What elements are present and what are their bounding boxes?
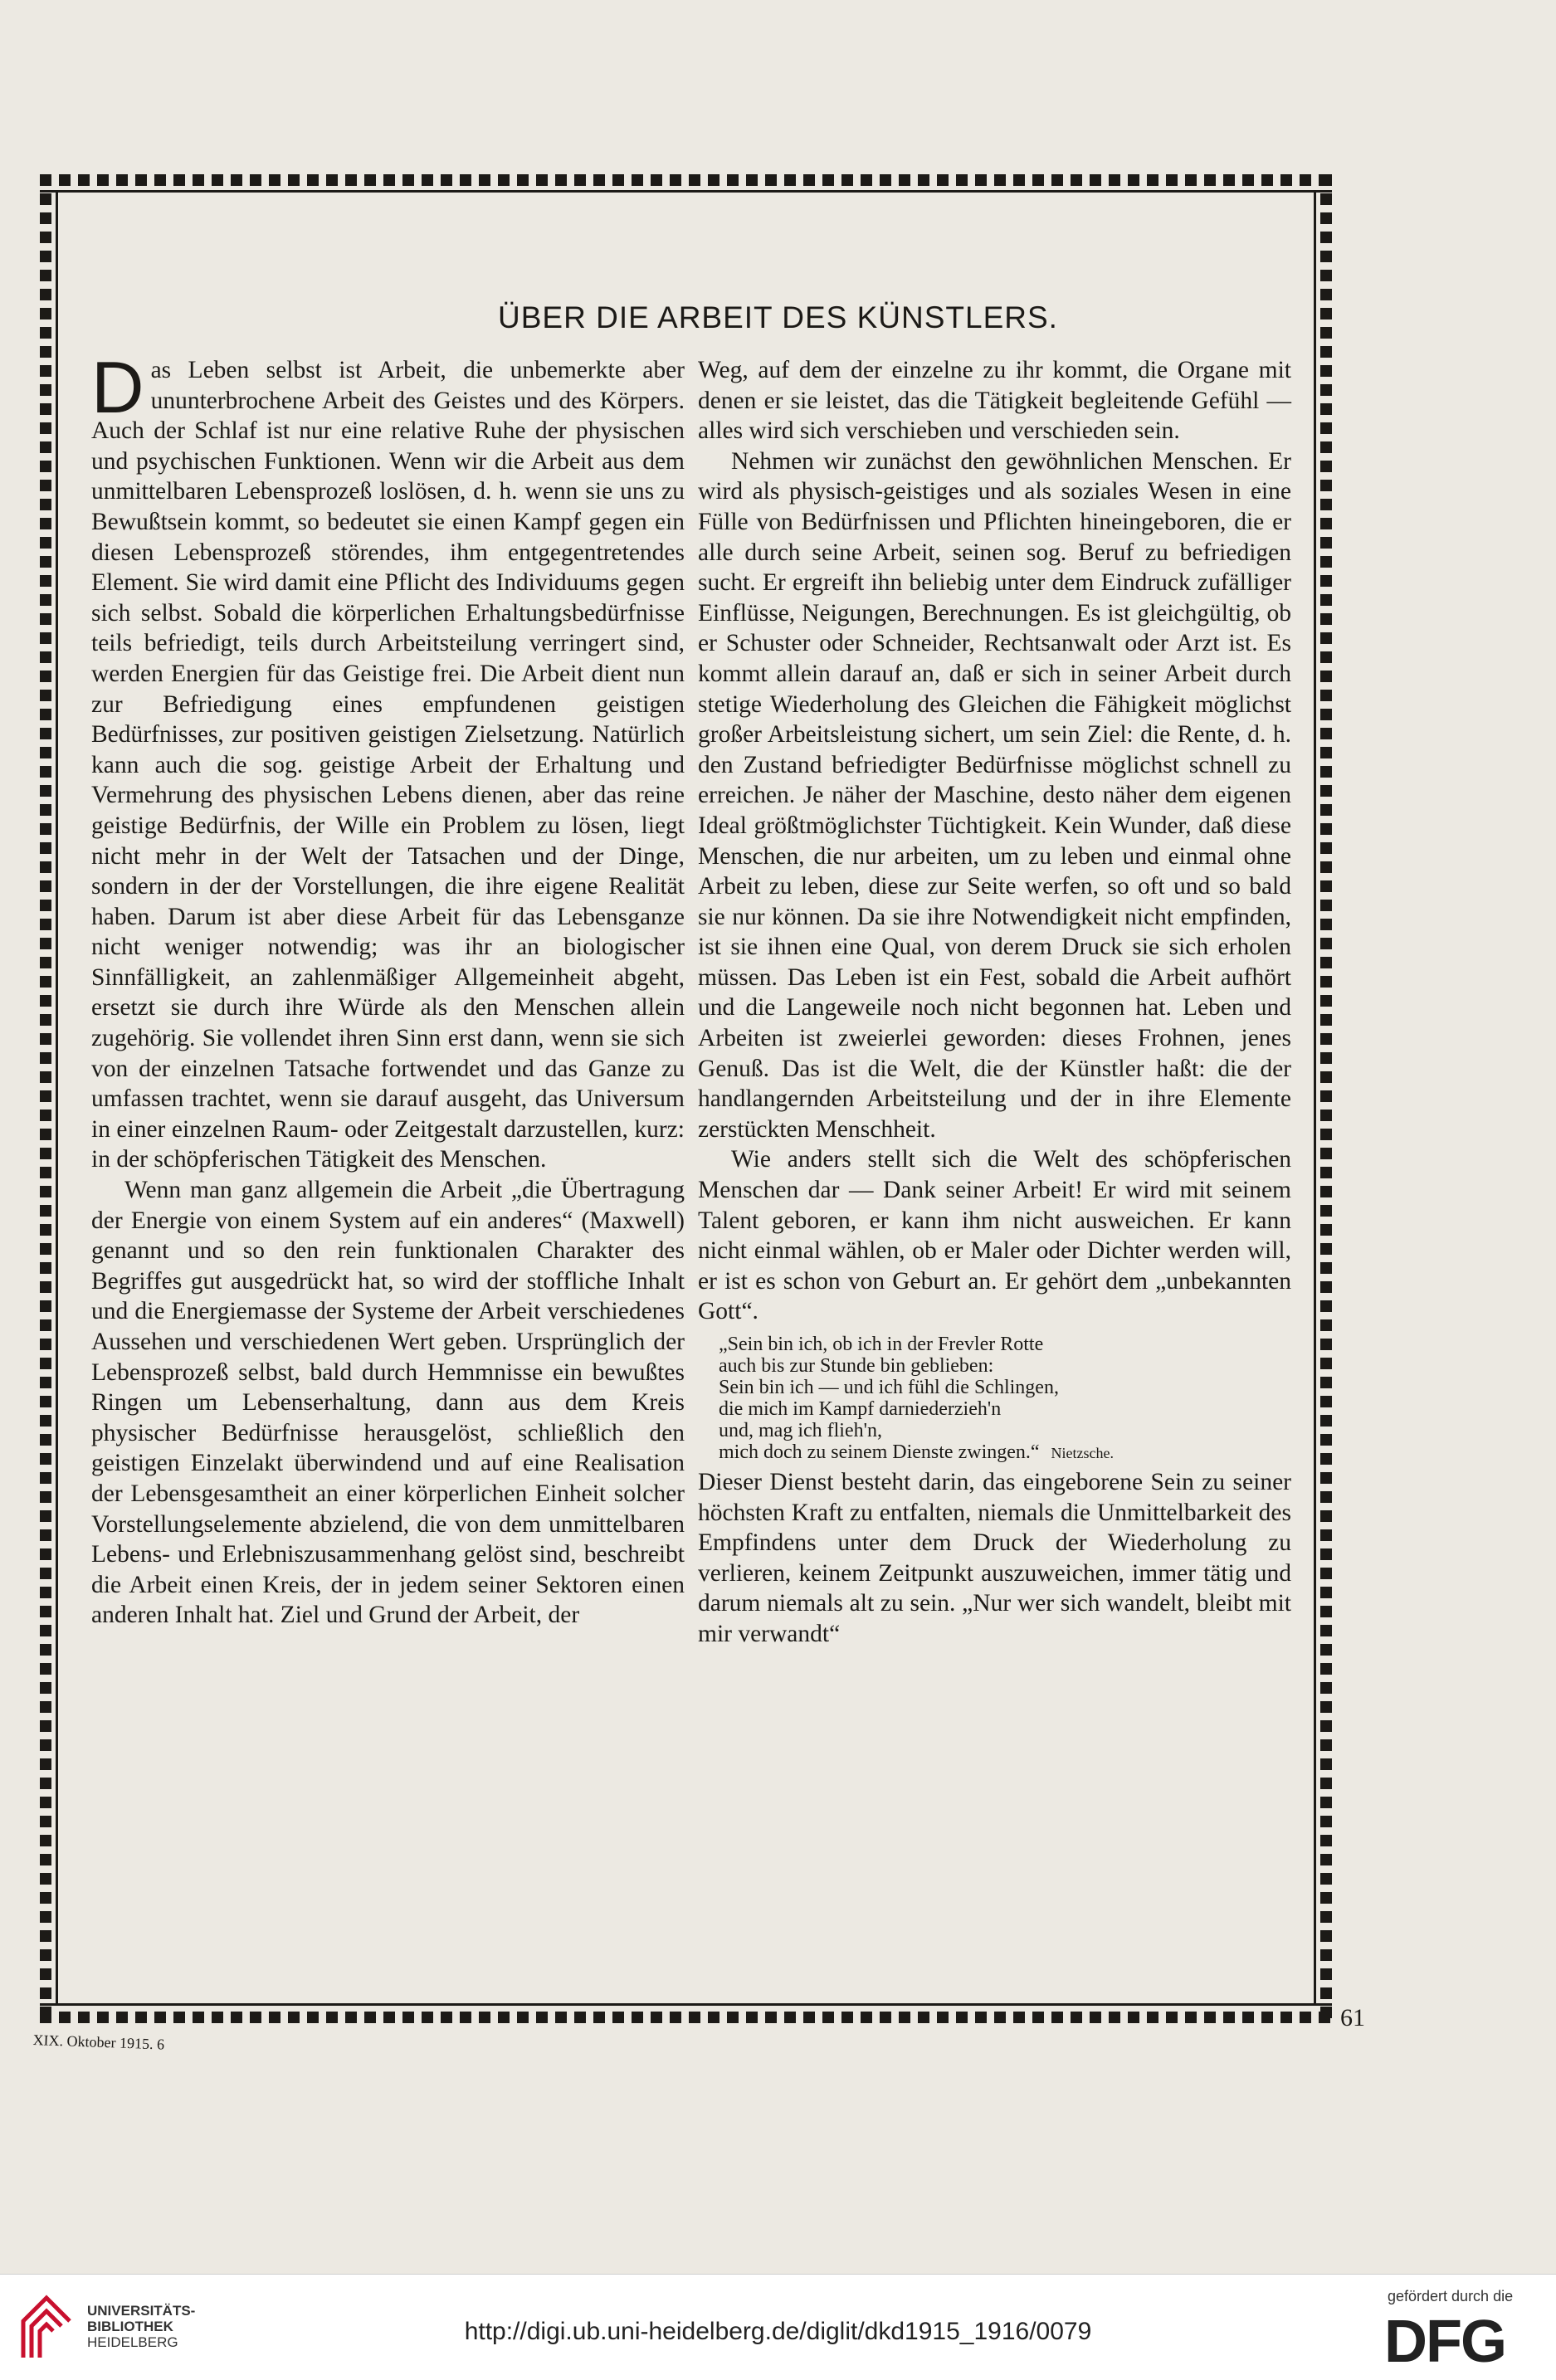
frame-left-border [40,174,51,2023]
poem-attribution: Nietzsche. [1051,1445,1115,1461]
frame-top-rule [40,190,1332,193]
right-column [698,355,1291,1650]
poem-quote [719,1334,1291,1464]
frame-bottom-border [40,2012,1332,2023]
frame-left-rule [56,190,58,2006]
poem-line: die mich im Kampf darniederzieh'n [719,1398,1002,1420]
left-column [91,346,685,1631]
viewer-footer [0,2274,1556,2380]
poem-line [719,1441,1291,1464]
article-title: ÜBER DIE ARBEIT DES KÜNSTLERS. [498,300,1058,334]
paragraph: Wenn man ganz allgemein die Arbeit „die Übertragung der Energie von einem System auf ein anderes“ (Maxwell) genannt und so den rein funktionalen Charakter des Begriffes gut ausgedrückt hat, so wird der stoffliche Inhalt und die Energiemasse der Systeme der Arbeit verschiedenes Aussehen und verschiedenen Wert geben. Ursprünglich der Lebensprozeß selbst, bald durch Hemmnisse ein bewußtes Ringen um Lebenserhaltung, dann aus dem Kreis physischer Bedürfnisse herausgelöst, schließlich den geistigen Einzelakt überwindend und auf eine Realisation der Lebensgesamtheit an einer körperlichen Einheit solcher Vorstellungselemente abzielend, die von dem unmittelbaren Lebens- und Erlebniszusammenhang gelöst sind, beschreibt die Arbeit einen Kreis, der in jedem seiner Sektoren einen anderen Inhalt hat. Ziel und Grund der Arbeit, der [91,1177,685,1629]
poem-line: Sein bin ich — und ich fühl die Schlingen, [719,1377,1059,1398]
paragraph: Dieser Dienst besteht darin, das eingeborene Sein zu seiner höchsten Kraft zu entfalten, niemals die Unmittelbarkeit des Empfindens unter dem Druck der Wiederholung zu verlieren, keinem Zeitpunkt auszuweichen, immer tätig und darum niemals alt zu sein. „Nur wer sich wandelt, bleibt mit mir verwandt“ [698,1469,1291,1647]
poem-line: auch bis zur Stunde bin geblieben: [719,1355,994,1377]
permalink-url[interactable]: http://digi.ub.uni-heidelberg.de/diglit/dkd1915_1916/0079 [464,2318,1092,2345]
library-name-line: HEIDELBERG [87,2334,178,2350]
page-number: 61 [1340,2004,1365,2031]
paragraph: Weg, auf dem der einzelne zu ihr kommt, die Organe mit denen er sie leistet, das die Tätigkeit begleitende Gefühl — alles wird sich verschieben und verschieden sein. [698,357,1291,445]
library-name-line: UNIVERSITÄTS- [87,2303,196,2319]
drop-cap: D [91,346,144,428]
funding-caption: gefördert durch die [1388,2288,1514,2304]
paragraph: Nehmen wir zunächst den gewöhnlichen Menschen. Er wird als physisch-geistiges und als soziales Wesen in eine Fülle von Bedürfnissen und Pflichten hineingeboren, die er alle durch seine Arbeit, seinen sog. Beruf zu befriedigen sucht. Er ergreift ihn beliebig unter dem Eindruck zufälliger Einflüsse, Neigungen, Berechnungen. Es ist gleichgültig, ob er Schuster oder Schneider, Rechtsanwalt oder Arzt ist. Es kommt allein darauf an, daß er sich in seiner Arbeit durch stetige Wiederholung des Gleichen die Fähigkeit möglichst großer Arbeitsleistung sichert, um sein Ziel: die Rente, d. h. den Zustand befriedigter Bedürfnisse möglichst schnell zu erreichen. Je näher der Maschine, desto näher dem eigenen Ideal größtmöglichster Tüchtigkeit. Kein Wunder, daß diese Menschen, die nur arbeiten, um zu leben und einmal ohne Arbeit zu leben, diese zur Seite werfen, so oft und so bald sie nur können. Da sie ihre Notwendigkeit nicht empfinden, ist sie ihnen eine Qual, von derem Druck sie sich erholen müssen. Das Leben ist ein Fest, sobald die Arbeit aufhört und die Langeweile noch nicht begonnen hat. Leben und Arbeiten ist zweierlei geworden: dieses Frohnen, jenes Genuß. Das ist die Welt, die der Künstler haßt: die der handlangernden Arbeitsteilung und der in ihre Elemente zerstückten Menschheit. [698,447,1291,1143]
frame-right-border [1320,174,1332,2023]
paragraph: Wie anders stellt sich die Welt des schöpferischen Menschen dar — Dank seiner Arbeit! Er wird mit seinem Talent geboren, er kann ihm nicht ausweichen. Er kann nicht einmal wählen, ob er Maler oder Dichter werden will, er ist es schon von Geburt an. Er gehört dem „unbekannten Gott“. [698,1146,1291,1325]
poem-line: und, mag ich flieh'n, [719,1420,882,1441]
paragraph-text: as Leben selbst ist Arbeit, die unbemerkte aber ununterbrochene Arbeit des Geistes und des Körpers. Auch der Schlaf ist nur eine relative Ruhe der physischen und psychischen Funktionen. Wenn wir die Arbeit aus dem unmittelbaren Lebensprozeß loslösen, d. h. wenn sie uns zu Bewußtsein kommt, so bedeutet sie einen Kampf gegen ein diesen Lebensprozeß störendes, ihm entgegentretendes Element. Sie wird damit eine Pflicht des Individuums gegen sich selbst. Sobald die körperlichen Erhaltungsbedürfnisse teils befriedigt, teils durch Arbeitsteilung verringert sind, werden Energien für das Geistige frei. Die Arbeit dient nun zur Befriedigung eines empfundenen geistigen Bedürfnisses, zur positiven geistigen Zielsetzung. Natürlich kann auch die sog. geistige Arbeit der Erhaltung und Vermehrung des physischen Lebens dienen, aber das reine geistige Bedürfnis, der Wille ein Problem zu lösen, liegt nicht mehr in der Welt der Tatsachen und der Dinge, sondern in der der Vorstellungen, die ihre eigene Realität haben. Darum ist aber diese Arbeit für das Lebensganze nicht weniger notwendig; was ihr an biologischer Sinnfälligkeit, an zahlenmäßiger Allgemeinheit abgeht, ersetzt sie durch ihre Würde als den Menschen allein zugehörig. Sie vollendet ihren Sinn erst dann, wenn sie sich von der einzelnen Tatsache fortwendet und das Ganze zu umfassen trachtet, wenn sie darauf ausgeht, das Universum in einer einzelnen Raum- oder Zeitgestalt darzustellen, kurz: in der schöpferischen Tätigkeit des Menschen. [91,357,685,1173]
dfg-logo-icon[interactable]: DFG [1384,2309,1505,2375]
poem-line-text: mich doch zu seinem Dienste zwingen.“ [719,1441,1040,1463]
imprint-signature: XIX. Oktober 1915. 6 [32,2031,165,2053]
frame-bottom-rule [40,2003,1332,2006]
poem-line: „Sein bin ich, ob ich in der Frevler Rotte [719,1334,1044,1355]
frame-top-border [40,174,1332,186]
frame-right-rule [1314,190,1316,2006]
paragraph [91,346,685,1175]
library-name-line: BIBLIOTHEK [87,2319,173,2334]
